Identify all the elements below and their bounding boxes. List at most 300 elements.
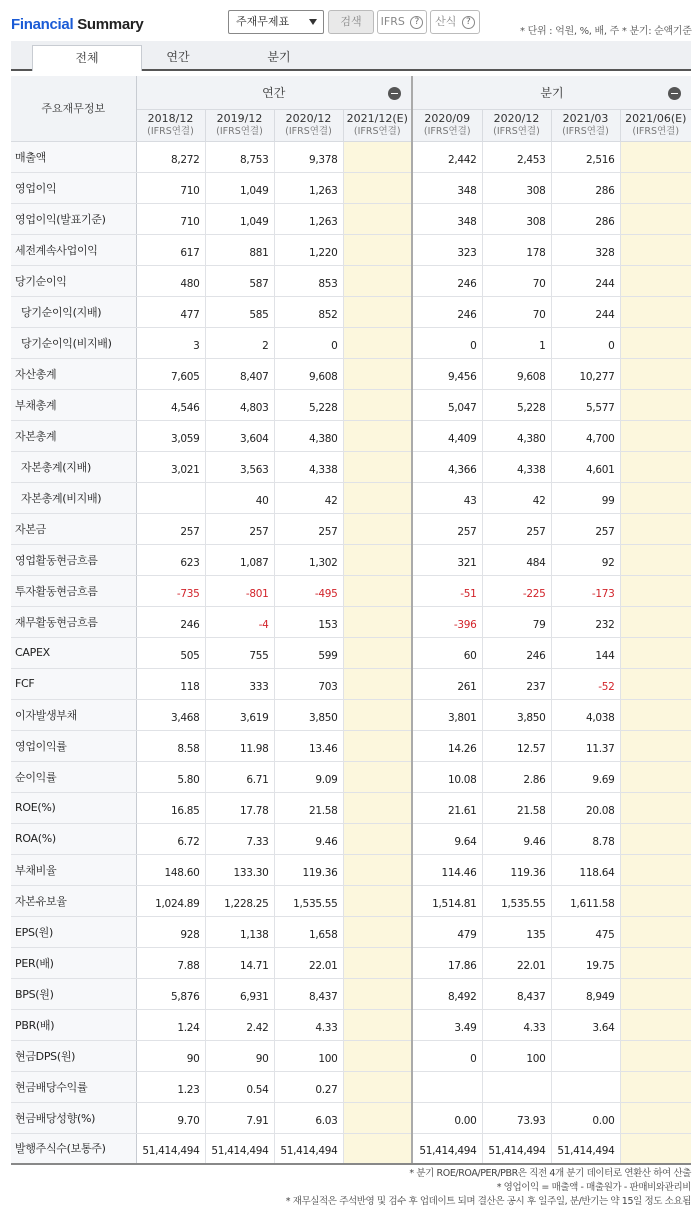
table-row xyxy=(11,141,691,172)
table-cell xyxy=(620,141,691,172)
table-cell: 9,608 xyxy=(274,358,343,389)
period-header xyxy=(136,109,205,141)
row-label: 순이익률 xyxy=(11,761,136,792)
table-cell: 2,453 xyxy=(482,141,551,172)
table-cell xyxy=(551,1040,620,1071)
table-cell xyxy=(343,916,412,947)
table-cell: 599 xyxy=(274,637,343,668)
table-row xyxy=(11,668,691,699)
table-cell: 475 xyxy=(551,916,620,947)
table-cell: 99 xyxy=(551,482,620,513)
table-cell: 8,949 xyxy=(551,978,620,1009)
ifrs-help-button[interactable] xyxy=(377,10,427,34)
table-cell: 0 xyxy=(412,1040,482,1071)
table-cell: 51,414,494 xyxy=(551,1133,620,1164)
row-label: 투자활동현금흐름 xyxy=(11,575,136,606)
table-row xyxy=(11,544,691,575)
row-label: 영업활동현금흐름 xyxy=(11,544,136,575)
row-label: 당기순이익 xyxy=(11,265,136,296)
table-cell: 118.64 xyxy=(551,854,620,885)
table-cell: 11.98 xyxy=(205,730,274,761)
table-cell: 257 xyxy=(136,513,205,544)
table-cell: 13.46 xyxy=(274,730,343,761)
table-cell: 3,563 xyxy=(205,451,274,482)
row-label: 자산총계 xyxy=(11,358,136,389)
row-label: 이자발생부채 xyxy=(11,699,136,730)
table-cell: 1,658 xyxy=(274,916,343,947)
period-header xyxy=(412,109,482,141)
table-cell: 73.93 xyxy=(482,1102,551,1133)
table-cell xyxy=(551,1071,620,1102)
row-label: EPS(원) xyxy=(11,916,136,947)
table-cell: 710 xyxy=(136,172,205,203)
tab-annual[interactable]: 연간 xyxy=(166,50,190,64)
table-cell xyxy=(343,296,412,327)
table-cell: 8,753 xyxy=(205,141,274,172)
table-cell xyxy=(620,296,691,327)
table-cell: 323 xyxy=(412,234,482,265)
table-cell: 119.36 xyxy=(274,854,343,885)
table-row xyxy=(11,1102,691,1133)
table-cell: 246 xyxy=(482,637,551,668)
table-cell: 4,700 xyxy=(551,420,620,451)
table-cell: 755 xyxy=(205,637,274,668)
table-cell: 9.70 xyxy=(136,1102,205,1133)
help-icon: ? xyxy=(410,16,423,29)
table-cell: 1,049 xyxy=(205,203,274,234)
row-label: 자본총계(지배) xyxy=(11,451,136,482)
table-cell: 6.72 xyxy=(136,823,205,854)
table-cell xyxy=(343,172,412,203)
chevron-down-icon xyxy=(309,19,317,25)
table-row xyxy=(11,792,691,823)
period-label: 2020/09 xyxy=(424,112,471,125)
table-cell: 3.64 xyxy=(551,1009,620,1040)
page-title xyxy=(11,16,143,33)
table-cell: 10,277 xyxy=(551,358,620,389)
table-cell: 4,038 xyxy=(551,699,620,730)
table-cell: 505 xyxy=(136,637,205,668)
row-label: 발행주식수(보통주) xyxy=(11,1133,136,1164)
table-row xyxy=(11,513,691,544)
table-cell xyxy=(343,761,412,792)
table-cell xyxy=(620,420,691,451)
table-cell: 1,024.89 xyxy=(136,885,205,916)
table-cell: 51,414,494 xyxy=(205,1133,274,1164)
table-cell xyxy=(412,1071,482,1102)
table-cell: 2 xyxy=(205,327,274,358)
table-cell: 9.46 xyxy=(482,823,551,854)
table-cell: 480 xyxy=(136,265,205,296)
table-cell xyxy=(620,916,691,947)
row-label: 영업이익률 xyxy=(11,730,136,761)
collapse-icon[interactable] xyxy=(668,87,681,100)
table-cell: 1,220 xyxy=(274,234,343,265)
statement-select-value: 주재무제표 xyxy=(236,15,290,28)
table-cell: 1,302 xyxy=(274,544,343,575)
help-icon: ? xyxy=(462,16,475,29)
table-cell: 3,619 xyxy=(205,699,274,730)
table-cell: 100 xyxy=(274,1040,343,1071)
table-cell: 4,546 xyxy=(136,389,205,420)
table-cell: 348 xyxy=(412,203,482,234)
row-label: 부채비율 xyxy=(11,854,136,885)
table-cell xyxy=(620,699,691,730)
period-label: 2020/12 xyxy=(285,112,332,125)
table-row xyxy=(11,296,691,327)
formula-help-button[interactable] xyxy=(430,10,480,34)
table-cell: 617 xyxy=(136,234,205,265)
table-cell: 1,535.55 xyxy=(274,885,343,916)
table-cell xyxy=(343,699,412,730)
table-cell: 587 xyxy=(205,265,274,296)
table-cell: -735 xyxy=(136,575,205,606)
table-cell xyxy=(620,823,691,854)
period-basis: (IFRS연결) xyxy=(493,126,540,137)
table-cell: 1,138 xyxy=(205,916,274,947)
row-label: 매출액 xyxy=(11,141,136,172)
table-cell: 0 xyxy=(412,327,482,358)
table-cell: 79 xyxy=(482,606,551,637)
table-cell xyxy=(620,606,691,637)
table-cell xyxy=(343,327,412,358)
table-cell xyxy=(620,265,691,296)
table-cell: 0.00 xyxy=(551,1102,620,1133)
table-cell: 119.36 xyxy=(482,854,551,885)
table-cell: 22.01 xyxy=(482,947,551,978)
period-label: 2021/03 xyxy=(562,112,609,125)
table-cell: 232 xyxy=(551,606,620,637)
title-brand: Financial xyxy=(11,16,74,33)
table-cell: 21.58 xyxy=(482,792,551,823)
table-cell xyxy=(620,482,691,513)
table-cell xyxy=(343,668,412,699)
table-cell: 11.37 xyxy=(551,730,620,761)
table-cell xyxy=(343,544,412,575)
table-row xyxy=(11,1133,691,1164)
table-cell: 257 xyxy=(482,513,551,544)
group-quarter-label: 분기 xyxy=(540,85,564,100)
table-cell xyxy=(343,1071,412,1102)
table-cell xyxy=(343,947,412,978)
table-cell: 308 xyxy=(482,203,551,234)
table-cell: 308 xyxy=(482,172,551,203)
table-row xyxy=(11,947,691,978)
table-cell: 144 xyxy=(551,637,620,668)
table-cell: 328 xyxy=(551,234,620,265)
table-cell: 0 xyxy=(551,327,620,358)
table-row xyxy=(11,172,691,203)
table-cell: 6.03 xyxy=(274,1102,343,1133)
table-cell xyxy=(343,1009,412,1040)
table-cell: 477 xyxy=(136,296,205,327)
table-cell: -52 xyxy=(551,668,620,699)
table-cell xyxy=(620,854,691,885)
table-row xyxy=(11,978,691,1009)
table-cell: 5,228 xyxy=(482,389,551,420)
search-button[interactable]: 검색 xyxy=(328,10,374,34)
table-cell xyxy=(343,1040,412,1071)
table-cell: 1,514.81 xyxy=(412,885,482,916)
table-cell: 853 xyxy=(274,265,343,296)
table-cell xyxy=(620,544,691,575)
table-cell: 42 xyxy=(274,482,343,513)
table-cell xyxy=(620,978,691,1009)
period-header xyxy=(620,109,691,141)
table-cell: 9,456 xyxy=(412,358,482,389)
table-cell: 20.08 xyxy=(551,792,620,823)
table-cell xyxy=(343,606,412,637)
table-cell xyxy=(343,885,412,916)
table-cell: -225 xyxy=(482,575,551,606)
table-cell xyxy=(343,358,412,389)
table-cell: 2,516 xyxy=(551,141,620,172)
table-cell xyxy=(620,885,691,916)
table-cell: 0 xyxy=(274,327,343,358)
table-cell: 321 xyxy=(412,544,482,575)
table-cell: 7.33 xyxy=(205,823,274,854)
group-header-quarter xyxy=(412,76,691,109)
title-rest: Summary xyxy=(77,16,144,33)
period-label: 2018/12 xyxy=(147,112,194,125)
table-cell: 2,442 xyxy=(412,141,482,172)
table-cell: 3,850 xyxy=(274,699,343,730)
footnote: * 분기 ROE/ROA/PER/PBR은 직전 4개 분기 데이터로 연환산 하여 산출 xyxy=(409,1168,691,1179)
table-cell: 2.86 xyxy=(482,761,551,792)
table-cell: 286 xyxy=(551,172,620,203)
table-row xyxy=(11,761,691,792)
table-cell: 51,414,494 xyxy=(136,1133,205,1164)
ifrs-label: IFRS xyxy=(380,15,405,28)
table-cell xyxy=(136,482,205,513)
table-cell: -396 xyxy=(412,606,482,637)
table-cell: 2.42 xyxy=(205,1009,274,1040)
footnote: * 영업이익 = 매출액 - 매출원가 - 판매비와관리비 xyxy=(496,1182,691,1193)
table-cell: 100 xyxy=(482,1040,551,1071)
table-cell: 51,414,494 xyxy=(412,1133,482,1164)
row-label: 현금배당수익률 xyxy=(11,1071,136,1102)
table-cell: 3,021 xyxy=(136,451,205,482)
table-cell: 114.46 xyxy=(412,854,482,885)
table-cell: 257 xyxy=(551,513,620,544)
table-cell: 90 xyxy=(205,1040,274,1071)
period-label: 2020/12 xyxy=(493,112,540,125)
top-bar xyxy=(0,0,699,40)
table-cell: 5,876 xyxy=(136,978,205,1009)
table-cell: 22.01 xyxy=(274,947,343,978)
table-cell xyxy=(620,1071,691,1102)
table-cell xyxy=(343,1102,412,1133)
table-cell xyxy=(343,730,412,761)
table-cell: 257 xyxy=(205,513,274,544)
table-cell: 3,059 xyxy=(136,420,205,451)
row-label: ROA(%) xyxy=(11,823,136,854)
table-cell: -173 xyxy=(551,575,620,606)
formula-label: 산식 xyxy=(435,15,457,28)
table-cell: 70 xyxy=(482,296,551,327)
table-cell xyxy=(620,792,691,823)
table-cell: 1 xyxy=(482,327,551,358)
period-basis: (IFRS연결) xyxy=(632,126,680,137)
table-cell: 8,492 xyxy=(412,978,482,1009)
table-row xyxy=(11,265,691,296)
table-row xyxy=(11,885,691,916)
table-cell xyxy=(343,792,412,823)
period-header xyxy=(274,109,343,141)
table-cell: 244 xyxy=(551,265,620,296)
tab-all[interactable]: 전체 xyxy=(32,45,142,71)
table-cell xyxy=(620,1009,691,1040)
period-label: 2021/06(E) xyxy=(625,112,687,125)
table-cell: 5,047 xyxy=(412,389,482,420)
table-cell: 17.86 xyxy=(412,947,482,978)
table-cell xyxy=(343,854,412,885)
table-cell: 4,380 xyxy=(482,420,551,451)
table-cell: 8,437 xyxy=(482,978,551,1009)
table-row xyxy=(11,234,691,265)
row-header: 주요재무정보 xyxy=(11,76,136,141)
table-cell: 928 xyxy=(136,916,205,947)
table-cell: 135 xyxy=(482,916,551,947)
table-row xyxy=(11,916,691,947)
table-cell: 9,378 xyxy=(274,141,343,172)
table-cell: 4,409 xyxy=(412,420,482,451)
table-cell: 8.78 xyxy=(551,823,620,854)
row-label: BPS(원) xyxy=(11,978,136,1009)
table-cell: -4 xyxy=(205,606,274,637)
table-cell: 3.49 xyxy=(412,1009,482,1040)
table-cell: 4,338 xyxy=(482,451,551,482)
table-cell: 9,608 xyxy=(482,358,551,389)
period-label: 2019/12 xyxy=(216,112,263,125)
table-cell: 348 xyxy=(412,172,482,203)
statement-select[interactable] xyxy=(228,10,324,34)
row-label: CAPEX xyxy=(11,637,136,668)
table-cell: 1,535.55 xyxy=(482,885,551,916)
period-basis: (IFRS연결) xyxy=(423,126,471,137)
row-label: 현금DPS(원) xyxy=(11,1040,136,1071)
table-cell: 3,850 xyxy=(482,699,551,730)
table-cell: 3 xyxy=(136,327,205,358)
table-cell: 42 xyxy=(482,482,551,513)
table-cell: 1.23 xyxy=(136,1071,205,1102)
footnote: * 재무실적은 주석반영 및 검수 후 업데이트 되며 결산은 공시 후 일주일, 분/반기는 약 15일 정도 소요됨 xyxy=(285,1196,691,1207)
table-cell xyxy=(343,513,412,544)
table-cell xyxy=(620,730,691,761)
period-header xyxy=(343,109,412,141)
table-cell: 7.91 xyxy=(205,1102,274,1133)
table-cell xyxy=(620,668,691,699)
table-cell xyxy=(343,451,412,482)
table-cell xyxy=(620,513,691,544)
table-cell xyxy=(343,575,412,606)
footnotes xyxy=(286,1167,691,1209)
table-cell xyxy=(343,1133,412,1164)
table-cell: 1,611.58 xyxy=(551,885,620,916)
table-cell: 51,414,494 xyxy=(274,1133,343,1164)
table-cell: 333 xyxy=(205,668,274,699)
table-cell: -495 xyxy=(274,575,343,606)
table-cell xyxy=(620,761,691,792)
table-cell: 178 xyxy=(482,234,551,265)
table-cell: 12.57 xyxy=(482,730,551,761)
table-row xyxy=(11,389,691,420)
group-header-annual xyxy=(136,76,412,109)
table-cell: 8,272 xyxy=(136,141,205,172)
row-label: PBR(배) xyxy=(11,1009,136,1040)
period-basis: (IFRS연결) xyxy=(285,126,332,137)
table-cell: 1,087 xyxy=(205,544,274,575)
table-cell xyxy=(343,234,412,265)
period-basis: (IFRS연결) xyxy=(353,126,401,137)
table-cell: 90 xyxy=(136,1040,205,1071)
table-cell: 133.30 xyxy=(205,854,274,885)
period-header xyxy=(482,109,551,141)
table-cell: 261 xyxy=(412,668,482,699)
table-cell xyxy=(343,389,412,420)
row-label: 당기순이익(지배) xyxy=(11,296,136,327)
table-cell xyxy=(620,1040,691,1071)
row-label: PER(배) xyxy=(11,947,136,978)
table-cell: 6,931 xyxy=(205,978,274,1009)
table-cell xyxy=(343,141,412,172)
table-cell: 51,414,494 xyxy=(482,1133,551,1164)
table-cell xyxy=(620,451,691,482)
table-row xyxy=(11,606,691,637)
tab-quarter[interactable]: 분기 xyxy=(267,50,291,64)
row-label: 영업이익 xyxy=(11,172,136,203)
table-cell xyxy=(343,482,412,513)
row-label: 당기순이익(비지배) xyxy=(11,327,136,358)
row-label: ROE(%) xyxy=(11,792,136,823)
table-cell: 8,437 xyxy=(274,978,343,1009)
table-cell: 70 xyxy=(482,265,551,296)
table-cell: 9.64 xyxy=(412,823,482,854)
table-cell: 1,263 xyxy=(274,203,343,234)
table-cell: 286 xyxy=(551,203,620,234)
table-cell: 4.33 xyxy=(274,1009,343,1040)
table-cell: 7,605 xyxy=(136,358,205,389)
collapse-icon[interactable] xyxy=(388,87,401,100)
period-basis: (IFRS연결) xyxy=(147,126,194,137)
table-cell: 16.85 xyxy=(136,792,205,823)
table-cell: 40 xyxy=(205,482,274,513)
row-label: 자본유보율 xyxy=(11,885,136,916)
table-cell xyxy=(343,265,412,296)
table-row xyxy=(11,358,691,389)
period-tabs xyxy=(11,41,691,71)
table-row xyxy=(11,1071,691,1102)
table-cell: 881 xyxy=(205,234,274,265)
table-cell xyxy=(343,203,412,234)
table-row xyxy=(11,451,691,482)
table-cell: 43 xyxy=(412,482,482,513)
table-cell: 9.46 xyxy=(274,823,343,854)
table-row xyxy=(11,575,691,606)
row-label: 자본총계 xyxy=(11,420,136,451)
period-header xyxy=(205,109,274,141)
table-cell: 623 xyxy=(136,544,205,575)
table-cell xyxy=(620,947,691,978)
table-cell xyxy=(620,203,691,234)
table-cell: 710 xyxy=(136,203,205,234)
table-cell: 9.09 xyxy=(274,761,343,792)
table-cell: 4,366 xyxy=(412,451,482,482)
period-basis: (IFRS연결) xyxy=(562,126,609,137)
row-label: 현금배당성향(%) xyxy=(11,1102,136,1133)
unit-note: * 단위 : 억원, %, 배, 주 * 분기: 순액기준 xyxy=(520,26,692,37)
table-cell: 1,228.25 xyxy=(205,885,274,916)
